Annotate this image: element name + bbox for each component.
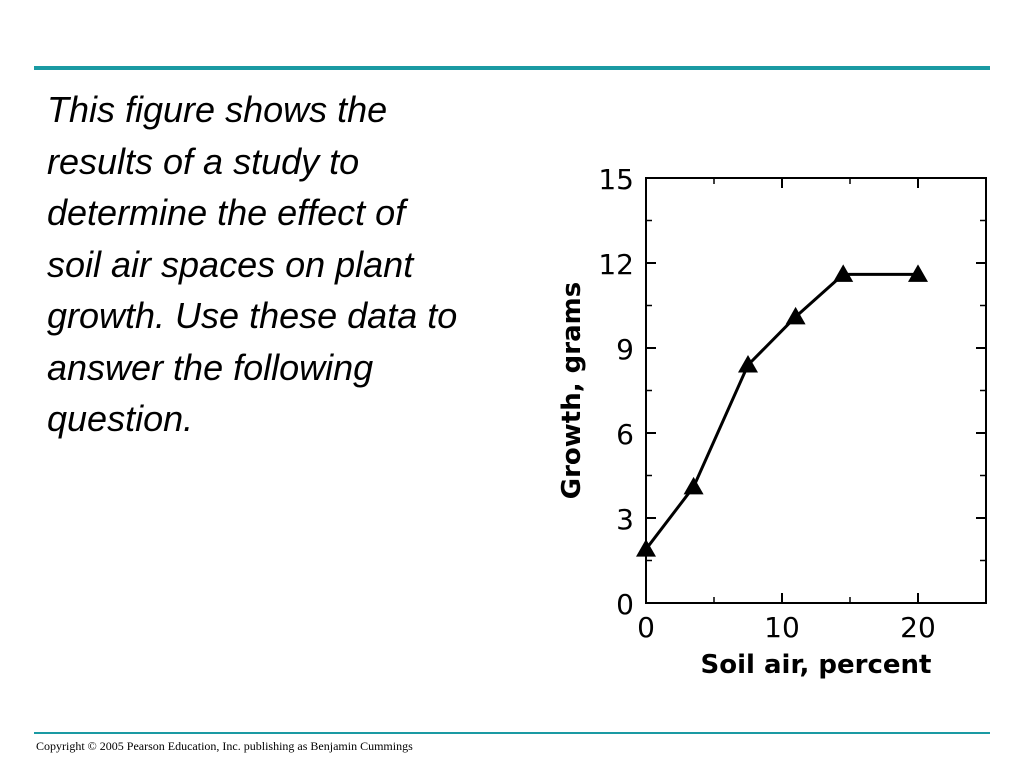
x-tick-label: 10: [764, 611, 800, 644]
y-ticks: [598, 163, 986, 621]
chart-svg: [540, 160, 1000, 700]
series-line: [646, 274, 918, 549]
x-tick-label: 0: [637, 611, 655, 644]
y-tick-label: 3: [616, 503, 634, 536]
y-tick-label: 15: [598, 163, 634, 196]
plot-frame: [646, 178, 986, 603]
copyright-text: Copyright © 2005 Pearson Education, Inc. publishing as Benjamin Cummings: [36, 739, 413, 753]
growth-chart: [540, 160, 1000, 705]
y-tick-label: 0: [616, 588, 634, 621]
bottom-rule: [34, 732, 990, 734]
x-tick-label: 20: [900, 611, 936, 644]
y-tick-label: 9: [616, 333, 634, 366]
slide-text: This figure shows the results of a study to determine the effect of soil air spaces on plant growth. Use these data to answer the following question.: [47, 89, 458, 439]
y-axis-label: Growth, grams: [557, 281, 587, 500]
y-tick-label: 6: [616, 418, 634, 451]
data-points: [636, 264, 928, 556]
top-rule: [34, 66, 990, 70]
y-tick-label: 12: [598, 248, 634, 281]
data-point-triangle: [684, 477, 704, 495]
x-axis-label: Soil air, percent: [700, 650, 932, 680]
x-ticks: [637, 178, 936, 644]
